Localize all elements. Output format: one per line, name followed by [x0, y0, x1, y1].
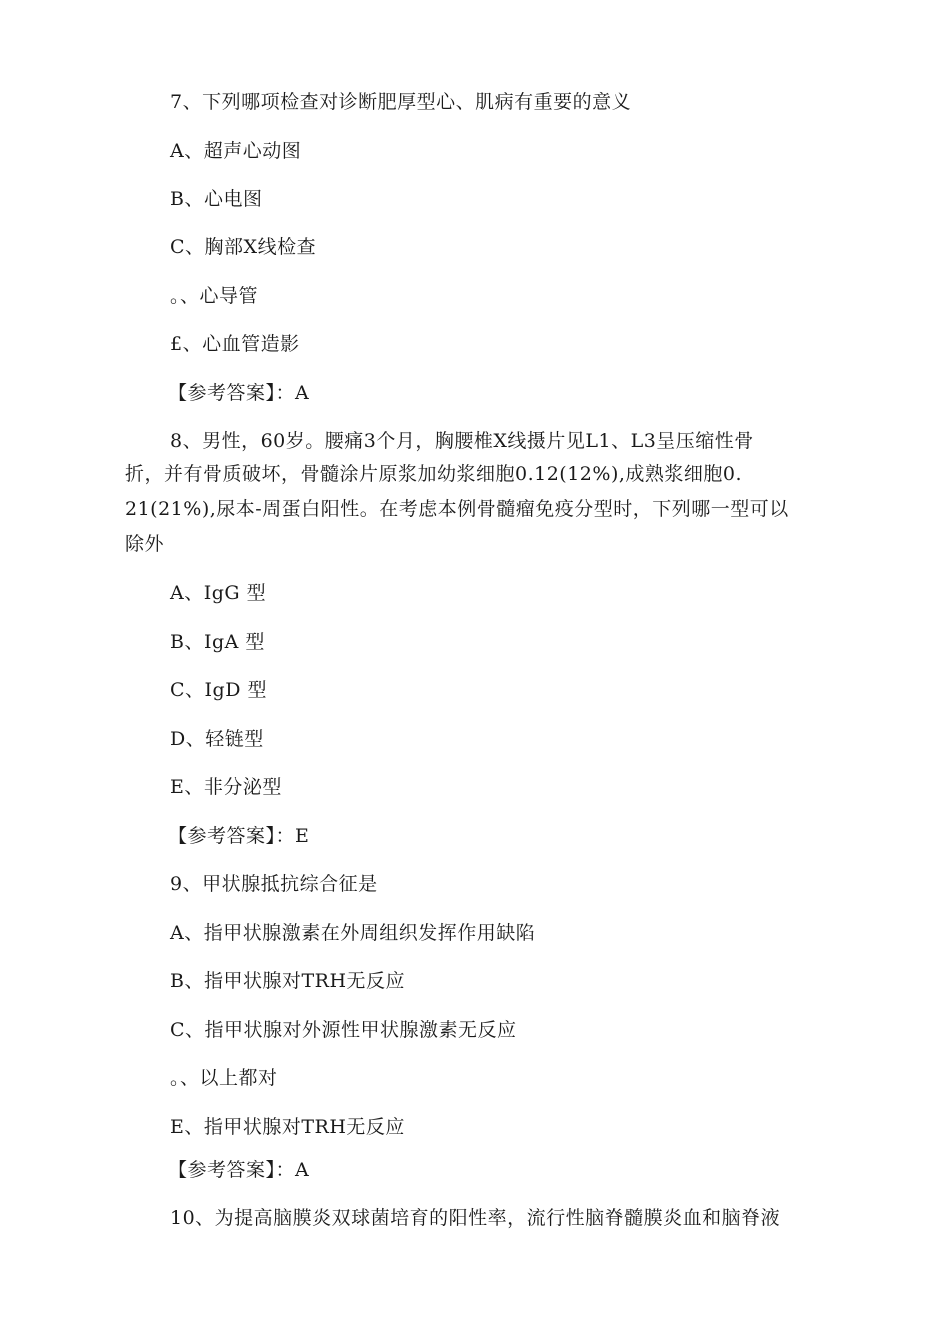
question-7-option-c: C、胸部X线检查 [170, 236, 317, 258]
question-8-option-a: A、IgG 型 [170, 582, 267, 604]
question-8-stem-line-2: 折，并有骨质破坏，骨髓涂片原浆加幼浆细胞0.12(12%),成熟浆细胞0. [125, 463, 743, 485]
question-7-option-b: B、心电图 [170, 188, 263, 210]
question-7-option-e: £、心血管造影 [170, 333, 300, 355]
question-9-option-e: E、指甲状腺对TRH无反应 [170, 1116, 405, 1138]
question-7-answer: 【参考答案】：A [168, 382, 310, 404]
question-8-stem-line-4: 除外 [125, 533, 165, 555]
question-7-option-a: A、超声心动图 [170, 140, 302, 162]
question-8-answer: 【参考答案】：E [168, 825, 310, 847]
question-8-option-c: C、IgD 型 [170, 679, 267, 701]
question-8-stem-line-1: 8、男性，60岁。腰痛3个月，胸腰椎X线摄片见L1、L3呈压缩性骨 [170, 430, 754, 452]
question-8-option-e: E、非分泌型 [170, 776, 282, 798]
question-9-option-b: B、指甲状腺对TRH无反应 [170, 970, 406, 992]
question-9-option-a: A、指甲状腺激素在外周组织发挥作用缺陷 [170, 922, 536, 944]
question-8-option-b: B、IgA 型 [170, 631, 265, 653]
question-9-stem: 9、甲状腺抵抗综合征是 [170, 873, 378, 895]
question-7-stem: 7、下列哪项检查对诊断肥厚型心、肌病有重要的意义 [170, 91, 632, 113]
question-9-answer: 【参考答案】：A [168, 1159, 310, 1181]
question-8-stem-line-3: 21(21%),尿本-周蛋白阳性。在考虑本例骨髓瘤免疫分型时，下列哪一型可以 [125, 498, 789, 520]
question-8-option-d: D、轻链型 [170, 728, 264, 750]
question-10-stem: 10、为提高脑膜炎双球菌培育的阳性率，流行性脑脊髓膜炎血和脑脊液 [170, 1207, 781, 1229]
question-7-option-d: 。、心导管 [170, 285, 259, 307]
question-9-option-d: 。、以上都对 [170, 1067, 278, 1089]
question-9-option-c: C、指甲状腺对外源性甲状腺激素无反应 [170, 1019, 517, 1041]
